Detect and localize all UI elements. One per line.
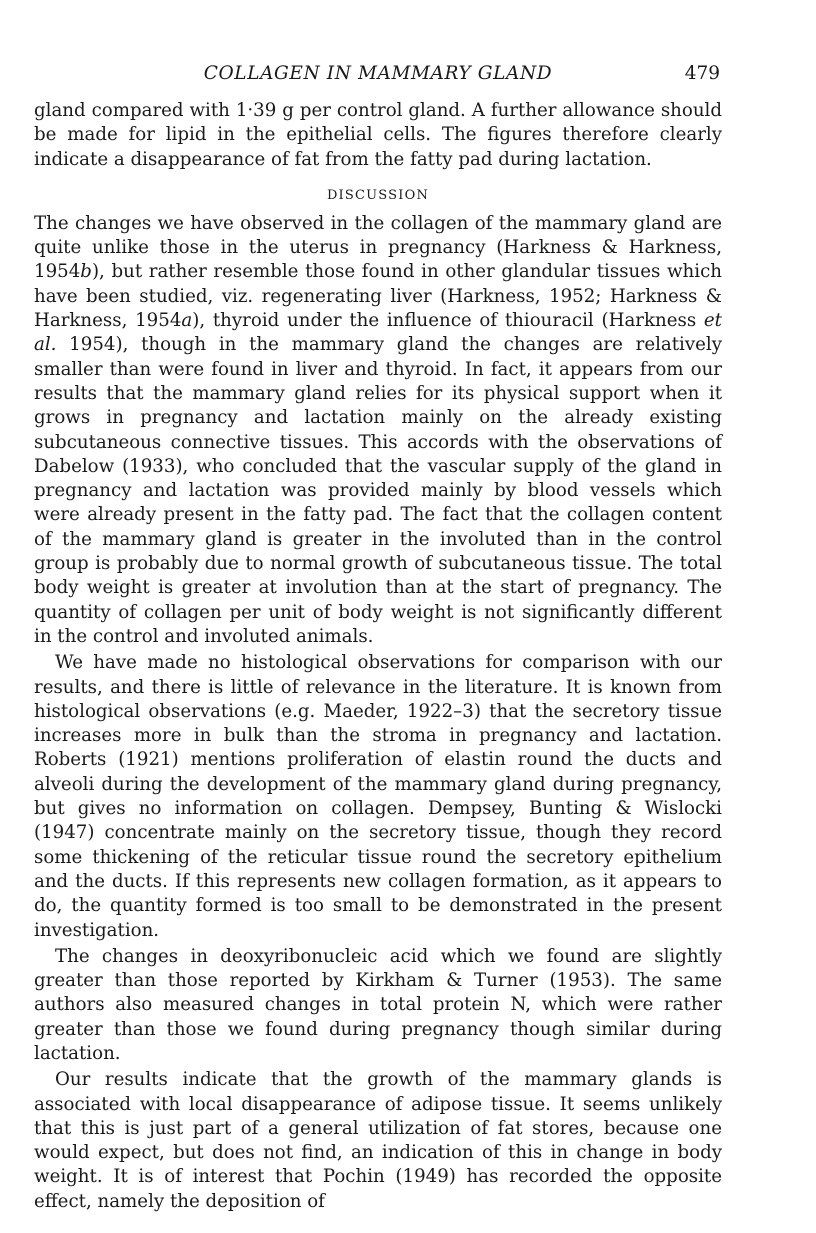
page-number: 479 bbox=[684, 63, 720, 84]
p1-ref-suffix-b: b bbox=[80, 261, 92, 283]
discussion-paragraph-4: Our results indicate that the growth of the mammary glands is associated with local disappearance of adipose tissue. It seems unlikely that this is just part of a general utilization of fat stores, because one would expect, but does not find, an indication of this in change in body weight. It is of interest that Pochin (1949) has recorded the opposite effect, namely the deposition of bbox=[34, 1069, 722, 1212]
section-heading-discussion: DISCUSSION bbox=[326, 187, 430, 203]
p1-text-d: 1954), though in the mammary gland the changes are relatively smaller than were found in liver and thyroid. In fact, it appears from our results that the mammary gland relies for its physical support when it grows in pregnancy and lactation mainly on the already existing subcutaneous connective tissues. This accords with the observations of Dabelow (1933), who concluded that the vascular supply of the gland in pregnancy and lactation was provided mainly by blood vessels which were already present in the fatty pad. The fact that the collagen content of the mammary gland is greater in the involuted than in the control group is probably due to normal growth of subcutaneous tissue. The total body weight is greater at involution than at the start of pregnancy. The quantity of collagen per unit of body weight is not significantly different in the control and involuted animals. bbox=[34, 334, 722, 647]
p1-text-c: ), thyroid under the influence of thiouracil (Harkness bbox=[192, 310, 704, 332]
body-text bbox=[34, 99, 722, 1214]
discussion-paragraph-2: We have made no histological observations for comparison with our results, and there is little of relevance in the literature. It is known from histological observations (e.g. Maeder, 1922–3) that the secretory tissue increases more in bulk than the stroma in pregnancy and lactation. Roberts (1921) mentions proliferation of elastin round the ducts and alveoli during the development of the mammary gland during pregnancy, but gives no information on collagen. Dempsey, Bunting & Wislocki (1947) concentrate mainly on the secretory tissue, though they record some thickening of the reticular tissue round the secretory epithelium and the ducts. If this represents new collagen formation, as it appears to do, the quantity formed is too small to be demonstrated in the present investigation. bbox=[34, 652, 722, 941]
discussion-paragraph-1 bbox=[34, 212, 722, 649]
intro-paragraph: gland compared with 1·39 g per control gland. A further allowance should be made for lipid in the epithelial cells. The figures therefore clearly indicate a disappearance of fat from the fatty pad during lactation. bbox=[34, 100, 722, 170]
journal-page bbox=[34, 60, 722, 1214]
discussion-paragraph-3: The changes in deoxyribonucleic acid which we found are slightly greater than those reported by Kirkham & Turner (1953). The same authors also measured changes in total protein N, which were rather greater than those we found during pregnancy though similar during lactation. bbox=[34, 945, 722, 1064]
p1-text-b: ), but rather resemble those found in other glandular tissues which have been studied, viz. regenerating liver (Harkness, 1952; Harkness & Harkness, 1954 bbox=[34, 261, 722, 332]
p1-et-al: et al. bbox=[34, 310, 722, 356]
running-header bbox=[34, 60, 722, 88]
p1-text-a: The changes we have observed in the collagen of the mammary gland are quite unlike those in the uterus in pregnancy (Harkness & Harkness, 1954 bbox=[34, 212, 722, 283]
running-title: COLLAGEN IN MAMMARY GLAND bbox=[203, 63, 553, 84]
p1-ref-suffix-a: a bbox=[181, 310, 193, 332]
